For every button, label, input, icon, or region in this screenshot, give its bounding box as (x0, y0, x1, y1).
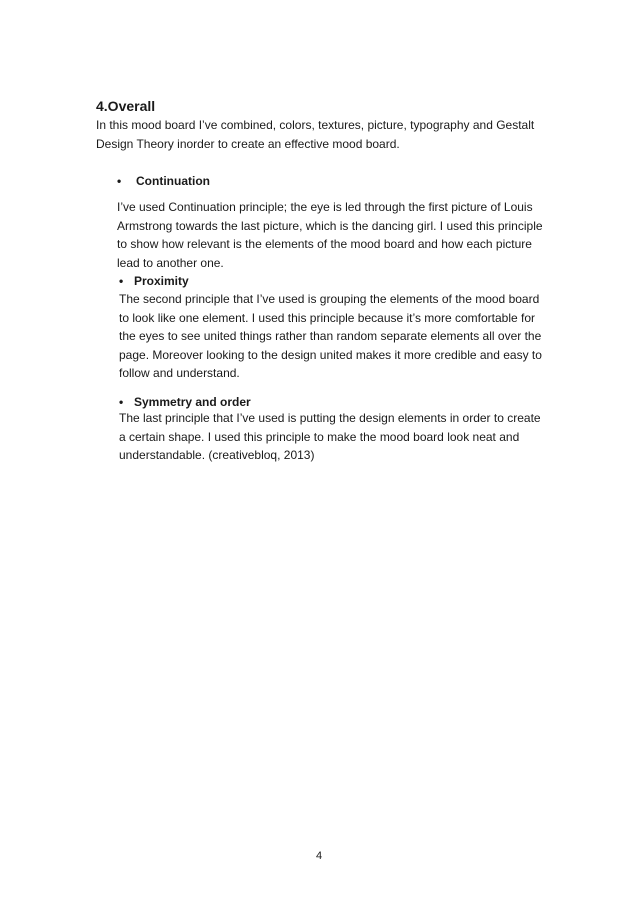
paragraph-line: I’ve used Continuation principle; the eye is led through the first picture of Louis (117, 200, 533, 214)
page-number: 4 (315, 850, 323, 862)
paragraph-line: to look like one element. I used this principle because it’s more comfortable for (119, 310, 535, 325)
section-heading: 4.Overall (96, 98, 156, 114)
bullet-icon: • (117, 174, 122, 188)
symmetry-paragraph (119, 409, 569, 465)
bullet-icon: • (119, 395, 124, 409)
continuation-paragraph (117, 198, 567, 272)
bullet-title: Proximity (134, 274, 189, 288)
paragraph-line: the eyes to see united things rather than random separate elements all over the (119, 329, 542, 343)
paragraph-line: lead to another one. (117, 255, 224, 270)
paragraph-line: to show how relevant is the elements of the mood board and how each picture (117, 237, 532, 251)
proximity-paragraph (119, 290, 569, 383)
bullet-title: Continuation (136, 174, 210, 188)
bullet-title: Symmetry and order (134, 395, 251, 409)
bullet-heading-symmetry-and-order (119, 394, 251, 410)
bullet-heading-continuation (117, 173, 210, 189)
paragraph-line: understandable. (creativebloq, 2013) (119, 448, 315, 462)
paragraph-line: The last principle that I’ve used is putting the design elements in order to create (119, 411, 541, 425)
intro-line: Design Theory inorder to create an effective mood board. (96, 136, 400, 151)
paragraph-line: a certain shape. I used this principle to make the mood board look neat and (119, 429, 520, 444)
intro-line: In this mood board I’ve combined, colors, textures, picture, typography and Gestalt (96, 118, 535, 132)
paragraph-line: page. Moreover looking to the design united makes it more credible and easy to (119, 347, 542, 362)
paragraph-line: The second principle that I’ve used is grouping the elements of the mood board (119, 292, 540, 306)
bullet-icon: • (119, 274, 124, 288)
intro-paragraph (96, 116, 566, 153)
paragraph-line: follow and understand. (119, 366, 240, 380)
bullet-heading-proximity (119, 273, 189, 289)
paragraph-line: Armstrong towards the last picture, which is the dancing girl. I used this principle (117, 218, 543, 233)
